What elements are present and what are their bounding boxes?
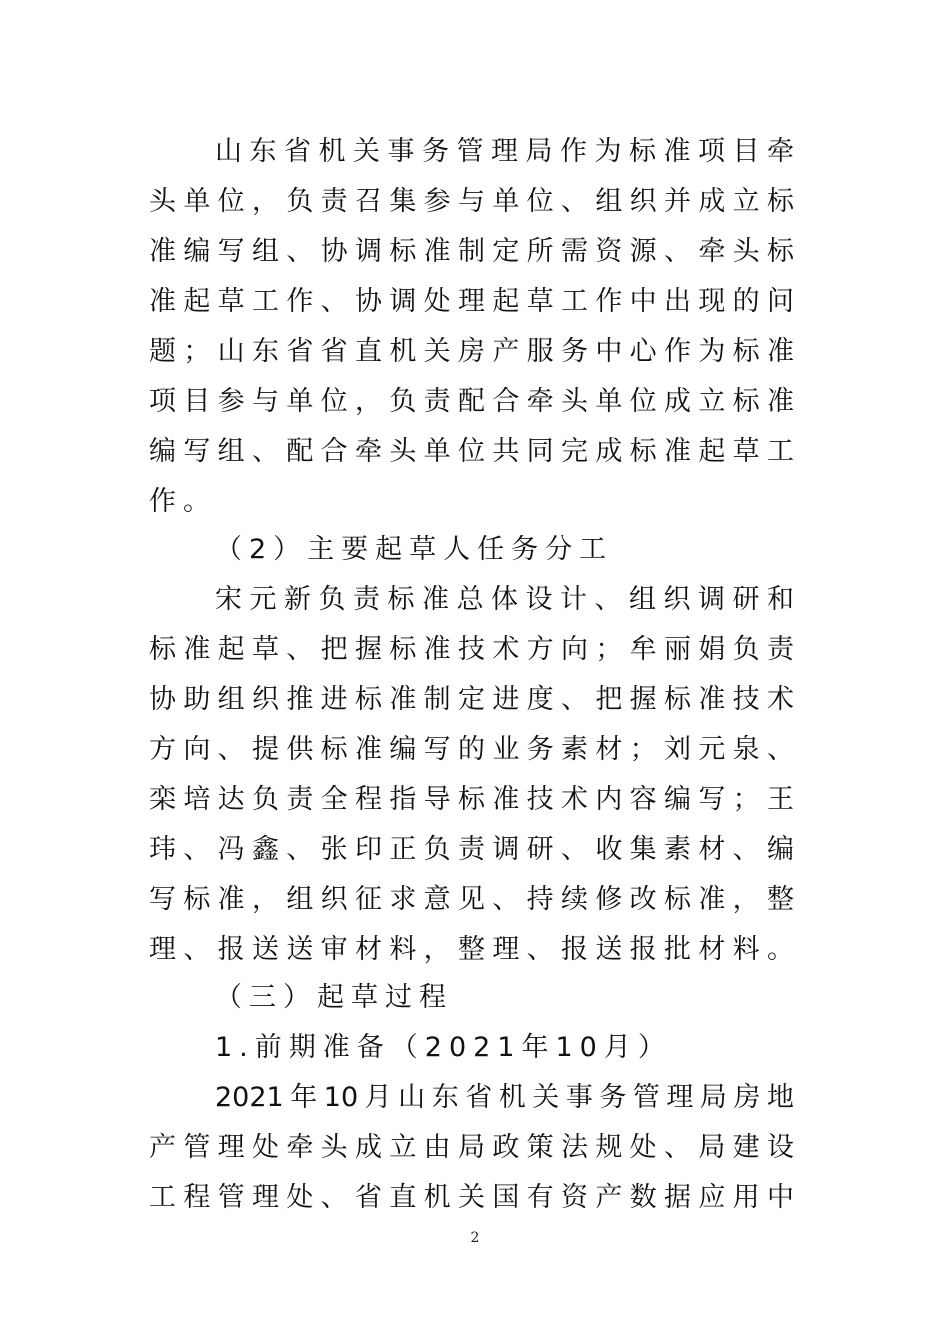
paragraph-line: 写标准，组织征求意见、持续修改标准，整 bbox=[149, 884, 794, 915]
subsection-heading: 1.前期准备（2021年10月） bbox=[215, 1032, 672, 1063]
paragraph-line: 准编写组、协调标准制定所需资源、牵头标 bbox=[149, 236, 794, 267]
paragraph-line: 方向、提供标准编写的业务素材；刘元泉、 bbox=[149, 734, 794, 765]
paragraph-line: 工程管理处、省直机关国有资产数据应用中 bbox=[149, 1182, 794, 1213]
paragraph-line: 产管理处牵头成立由局政策法规处、局建设 bbox=[149, 1132, 794, 1163]
paragraph-line: 协助组织推进标准制定进度、把握标准技术 bbox=[149, 684, 794, 715]
paragraph-line: 栾培达负责全程指导标准技术内容编写；王 bbox=[149, 784, 794, 815]
paragraph-line: 理、报送送审材料，整理、报送报批材料。 bbox=[149, 934, 794, 965]
paragraph-line: 标准起草、把握标准技术方向；牟丽娟负责 bbox=[149, 634, 794, 665]
paragraph-line: 2021年10月山东省机关事务管理局房地 bbox=[215, 1082, 794, 1113]
paragraph-line: 作。 bbox=[149, 486, 217, 517]
section-heading: （三）起草过程 bbox=[215, 982, 453, 1013]
paragraph-line: 项目参与单位，负责配合牵头单位成立标准 bbox=[149, 386, 794, 417]
paragraph-line: 宋元新负责标准总体设计、组织调研和 bbox=[215, 584, 794, 615]
paragraph-line: 头单位，负责召集参与单位、组织并成立标 bbox=[149, 186, 794, 217]
section-heading: （2）主要起草人任务分工 bbox=[215, 534, 614, 565]
paragraph-line: 题；山东省省直机关房产服务中心作为标准 bbox=[149, 336, 794, 367]
paragraph-line: 山东省机关事务管理局作为标准项目牵 bbox=[215, 136, 794, 167]
paragraph-line: 玮、冯鑫、张印正负责调研、收集素材、编 bbox=[149, 834, 794, 865]
page-number: 2 bbox=[470, 1230, 480, 1246]
paragraph-line: 编写组、配合牵头单位共同完成标准起草工 bbox=[149, 436, 794, 467]
paragraph-line: 准起草工作、协调处理起草工作中出现的问 bbox=[149, 286, 794, 317]
